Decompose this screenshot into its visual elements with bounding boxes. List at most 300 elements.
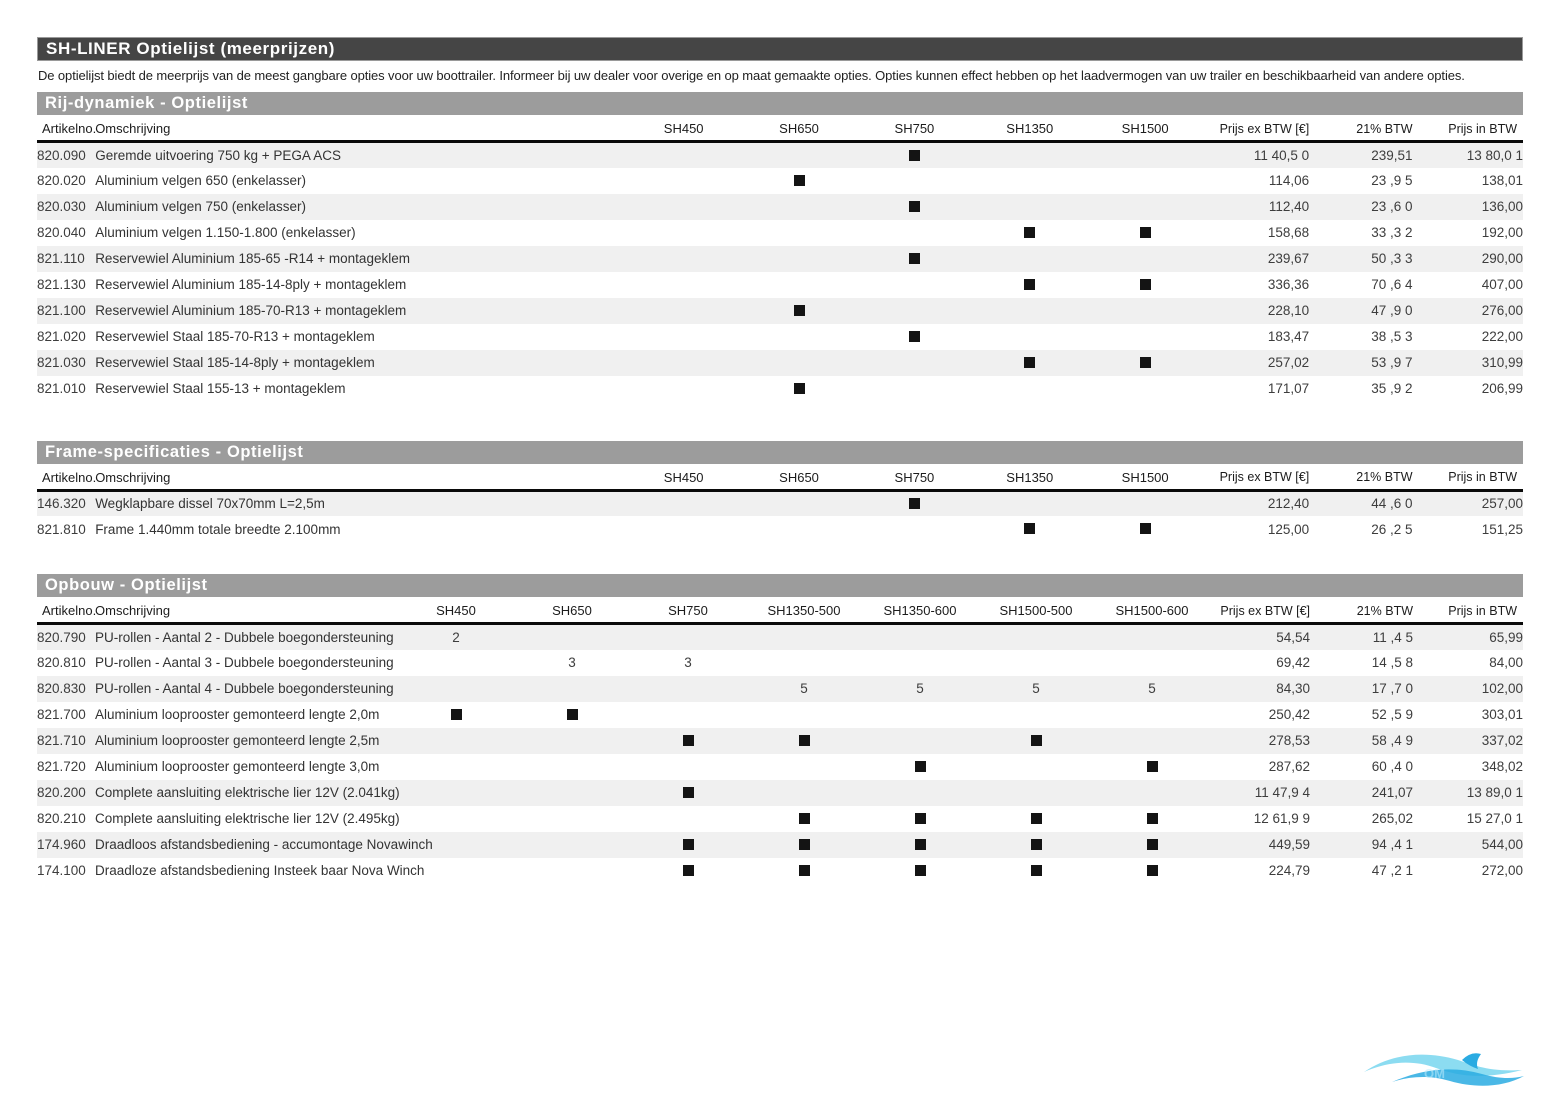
price-in-cell: 310,99 (1481, 355, 1523, 370)
model-cell (741, 376, 856, 402)
model-cell (978, 650, 1094, 676)
price-ex-cell: 449,59 (1268, 837, 1310, 852)
column-header-model-sh650: SH650 (741, 464, 856, 491)
model-cell (857, 324, 972, 350)
omschrijving-cell: Aluminium velgen 1.150-1.800 (enkelasser) (95, 225, 356, 240)
model-cell (746, 624, 862, 650)
model-cell (741, 298, 856, 324)
model-cell (1094, 754, 1210, 780)
model-cell (1094, 728, 1210, 754)
section-opbouw (37, 574, 1523, 884)
table-row (37, 832, 1523, 858)
table-row (37, 168, 1523, 194)
price-in-cell: 348,02 (1481, 759, 1523, 774)
model-cell (857, 246, 972, 272)
column-header-model-sh1350: SH1350 (972, 115, 1087, 142)
model-cell (626, 168, 741, 194)
model-cell (741, 194, 856, 220)
column-header-model-sh450: SH450 (626, 464, 741, 491)
check-mark-icon (1024, 523, 1035, 534)
vat-cell: 35 ,9 2 (1371, 381, 1413, 396)
vat-cell: 23 ,9 5 (1371, 173, 1413, 188)
model-cell (972, 298, 1087, 324)
artikelno-cell: 820.210 (37, 811, 86, 826)
model-cell (1087, 376, 1202, 402)
omschrijving-cell: Aluminium velgen 750 (enkelasser) (95, 199, 307, 214)
model-cell (1094, 650, 1210, 676)
check-mark-icon (1147, 813, 1158, 824)
check-mark-icon (915, 761, 926, 772)
column-header-price-ex: Prijs ex BTW [€] (1203, 115, 1309, 142)
check-mark-icon (794, 175, 805, 186)
column-header-model-sh1500: SH1500 (1087, 464, 1202, 491)
check-mark-icon (1140, 279, 1151, 290)
price-in-cell: 151,25 (1481, 521, 1523, 537)
model-cell (1087, 490, 1202, 516)
column-header-model-sh650: SH650 (741, 115, 856, 142)
price-ex-cell: 278,53 (1268, 733, 1310, 748)
vat-cell: 33 ,3 2 (1371, 225, 1413, 240)
column-header-vat: 21% BTW (1309, 115, 1412, 142)
model-cell (972, 516, 1087, 542)
vat-cell: 50 ,3 3 (1371, 251, 1413, 266)
model-cell (746, 702, 862, 728)
column-header-model-sh650: SH650 (514, 597, 630, 624)
omschrijving-cell: Complete aansluiting elektrische lier 12V (2.041kg) (95, 785, 400, 800)
vat-cell: 38 ,5 3 (1371, 329, 1413, 344)
artikelno-cell: 820.090 (37, 147, 86, 163)
omschrijving-cell: PU-rollen - Aantal 3 - Dubbele boegondersteuning (95, 655, 394, 670)
check-mark-icon (1031, 865, 1042, 876)
omschrijving-cell: PU-rollen - Aantal 2 - Dubbele boegondersteuning (95, 629, 394, 645)
price-in-cell: 272,00 (1481, 863, 1523, 878)
check-mark-icon (1031, 813, 1042, 824)
price-in-cell: 15 27,0 1 (1466, 811, 1523, 826)
check-mark-icon (683, 839, 694, 850)
model-cell (514, 806, 630, 832)
model-cell (972, 194, 1087, 220)
table-row (37, 376, 1523, 402)
table-row (37, 806, 1523, 832)
table-row (37, 298, 1523, 324)
model-cell (857, 376, 972, 402)
table-row (37, 728, 1523, 754)
column-header-model-sh450: SH450 (626, 115, 741, 142)
column-header-row (37, 464, 1523, 491)
model-cell (630, 702, 746, 728)
model-cell (857, 194, 972, 220)
model-cell (514, 754, 630, 780)
page-description: De optielijst biedt de meerprijs van de meest gangbare opties voor uw boottrailer. Informeer bij uw dealer voor overige en op maat gemaakte opties. Opties kunnen effect hebben op het laadvermogen van uw trailer en beschikbaarheid van andere opties. (38, 68, 1465, 83)
price-in-cell: 222,00 (1481, 329, 1523, 344)
model-cell (972, 376, 1087, 402)
model-cell (746, 754, 862, 780)
price-in-cell: 290,00 (1481, 251, 1523, 266)
vat-cell: 11 ,4 5 (1372, 629, 1413, 645)
artikelno-cell: 820.830 (37, 681, 86, 696)
model-cell (857, 220, 972, 246)
model-cell (514, 702, 630, 728)
model-cell (1087, 516, 1202, 542)
model-cell (626, 490, 741, 516)
model-cell (398, 676, 514, 702)
wave-swoosh-logo (1362, 1046, 1526, 1094)
price-in-cell: 276,00 (1481, 303, 1523, 318)
price-ex-cell: 239,67 (1267, 251, 1310, 266)
model-cell (857, 350, 972, 376)
price-ex-cell: 112,40 (1268, 199, 1310, 214)
model-cell (626, 194, 741, 220)
options-table (37, 597, 1523, 884)
price-ex-cell: 11 40,5 0 (1253, 147, 1310, 163)
section-title: Rij-dynamiek - Optielijst (37, 92, 1523, 115)
model-cell (972, 246, 1087, 272)
check-mark-icon (1140, 227, 1151, 238)
model-cell (972, 350, 1087, 376)
check-mark-icon (909, 201, 920, 212)
check-mark-icon (915, 813, 926, 824)
table-row (37, 624, 1523, 650)
check-mark-icon (1031, 839, 1042, 850)
model-cell (978, 780, 1094, 806)
model-cell (978, 728, 1094, 754)
model-cell (1094, 702, 1210, 728)
model-cell (862, 780, 978, 806)
column-header-artikelno: Artikelno. (37, 464, 95, 491)
model-cell (1087, 220, 1202, 246)
page-title: SH-LINER Optielijst (meerprijzen) (46, 39, 336, 58)
table-row (37, 324, 1523, 350)
model-cell (398, 806, 514, 832)
omschrijving-cell: Aluminium velgen 650 (enkelasser) (95, 173, 307, 188)
vat-cell: 44 ,6 0 (1371, 496, 1413, 512)
column-header-model-sh1350-500: SH1350-500 (746, 597, 862, 624)
model-cell (398, 780, 514, 806)
column-header-model-sh1500-600: SH1500-600 (1094, 597, 1210, 624)
model-cell (741, 220, 856, 246)
check-mark-icon (1031, 735, 1042, 746)
price-in-cell: 102,00 (1481, 681, 1523, 696)
vat-cell: 23 ,6 0 (1371, 199, 1413, 214)
price-in-cell: 206,99 (1481, 381, 1523, 396)
artikelno-cell: 174.960 (37, 837, 86, 852)
vat-cell: 14 ,5 8 (1371, 655, 1413, 670)
table-row (37, 858, 1523, 884)
column-header-price-in: Prijs in BTW (1413, 115, 1523, 142)
check-mark-icon (1147, 865, 1158, 876)
column-header-model-sh750: SH750 (857, 464, 972, 491)
price-in-cell: 544,00 (1481, 837, 1523, 852)
check-mark-icon (683, 865, 694, 876)
model-cell (1087, 142, 1202, 168)
model-cell (1087, 350, 1202, 376)
section-title: Opbouw - Optielijst (37, 574, 1523, 597)
model-cell (978, 754, 1094, 780)
column-header-model-sh1350-600: SH1350-600 (862, 597, 978, 624)
vat-cell: 94 ,4 1 (1371, 837, 1413, 852)
model-cell (857, 272, 972, 298)
price-ex-cell: 224,79 (1268, 863, 1310, 878)
model-cell (630, 624, 746, 650)
model-cell (514, 624, 630, 650)
model-cell (972, 168, 1087, 194)
model-cell (626, 246, 741, 272)
model-cell (978, 806, 1094, 832)
table-row (37, 246, 1523, 272)
model-cell (741, 350, 856, 376)
artikelno-cell: 821.010 (37, 381, 86, 396)
model-cell (978, 832, 1094, 858)
price-ex-cell: 183,47 (1267, 329, 1310, 344)
model-cell (630, 806, 746, 832)
check-mark-icon (451, 709, 462, 720)
model-cell (862, 650, 978, 676)
price-in-cell: 136,00 (1481, 199, 1523, 214)
model-cell (978, 858, 1094, 884)
model-cell (626, 350, 741, 376)
model-cell (626, 142, 741, 168)
table-row (37, 702, 1523, 728)
check-mark-icon (1140, 523, 1151, 534)
table-row (37, 676, 1523, 702)
artikelno-cell: 146.320 (37, 496, 86, 512)
model-cell (862, 832, 978, 858)
check-mark-icon (1024, 279, 1035, 290)
model-cell: 3 (568, 655, 576, 670)
model-cell (514, 780, 630, 806)
check-mark-icon (909, 253, 920, 264)
model-cell (1087, 194, 1202, 220)
column-header-model-sh1500-500: SH1500-500 (978, 597, 1094, 624)
table-row (37, 490, 1523, 516)
model-cell (862, 754, 978, 780)
column-header-price-ex: Prijs ex BTW [€] (1203, 464, 1309, 491)
model-cell (1087, 324, 1202, 350)
model-cell (514, 676, 630, 702)
model-cell: 2 (452, 629, 460, 645)
check-mark-icon (794, 305, 805, 316)
model-cell (862, 624, 978, 650)
column-header-omschrijving: Omschrijving (95, 597, 398, 624)
vat-cell: 70 ,6 4 (1371, 277, 1413, 292)
price-ex-cell: 69,42 (1276, 655, 1310, 670)
check-mark-icon (909, 150, 920, 161)
check-mark-icon (915, 839, 926, 850)
omschrijving-cell: Reservewiel Staal 185-14-8ply + montageklem (95, 355, 375, 370)
check-mark-icon (799, 735, 810, 746)
table-row (37, 194, 1523, 220)
model-cell (514, 728, 630, 754)
section-spacer (37, 402, 1523, 441)
check-mark-icon (567, 709, 578, 720)
check-mark-icon (799, 839, 810, 850)
page-title-bar (37, 37, 1523, 61)
artikelno-cell: 820.030 (37, 199, 86, 214)
model-cell (746, 650, 862, 676)
check-mark-icon (799, 813, 810, 824)
column-header-vat: 21% BTW (1310, 597, 1413, 624)
model-cell (741, 142, 856, 168)
section-frame-specificaties (37, 441, 1523, 543)
model-cell (972, 324, 1087, 350)
column-header-price-in: Prijs in BTW (1413, 597, 1523, 624)
price-in-cell: 303,01 (1481, 707, 1523, 722)
model-cell (857, 516, 972, 542)
omschrijving-cell: PU-rollen - Aantal 4 - Dubbele boegondersteuning (95, 681, 394, 696)
sections (37, 92, 1523, 884)
price-ex-cell: 228,10 (1267, 303, 1310, 318)
check-mark-icon (1140, 357, 1151, 368)
vat-cell: 58 ,4 9 (1371, 733, 1413, 748)
omschrijving-cell: Frame 1.440mm totale breedte 2.100mm (95, 521, 341, 537)
table-row (37, 516, 1523, 542)
price-in-cell: 138,01 (1481, 173, 1523, 188)
model-cell: 5 (800, 681, 808, 696)
column-header-model-sh1500: SH1500 (1087, 115, 1202, 142)
model-cell (857, 490, 972, 516)
omschrijving-cell: Aluminium looprooster gemonteerd lengte 2,5m (95, 733, 380, 748)
model-cell (972, 220, 1087, 246)
model-cell (630, 780, 746, 806)
column-header-artikelno: Artikelno. (37, 115, 95, 142)
price-ex-cell: 12 61,9 9 (1253, 811, 1310, 826)
price-ex-cell: 250,42 (1268, 707, 1310, 722)
price-in-cell: 407,00 (1481, 277, 1523, 292)
omschrijving-cell: Complete aansluiting elektrische lier 12V (2.495kg) (95, 811, 400, 826)
model-cell (741, 168, 856, 194)
column-header-omschrijving: Omschrijving (95, 115, 626, 142)
model-cell (630, 858, 746, 884)
column-header-vat: 21% BTW (1309, 464, 1412, 491)
price-ex-cell: 54,54 (1276, 629, 1310, 645)
model-cell (398, 728, 514, 754)
model-cell (398, 754, 514, 780)
check-mark-icon (1024, 227, 1035, 238)
model-cell (1094, 624, 1210, 650)
model-cell (746, 806, 862, 832)
check-mark-icon (1147, 839, 1158, 850)
column-header-price-in: Prijs in BTW (1413, 464, 1523, 491)
price-ex-cell: 336,36 (1267, 277, 1310, 292)
omschrijving-cell: Wegklapbare dissel 70x70mm L=2,5m (95, 496, 325, 512)
vat-cell: 239,51 (1371, 147, 1413, 163)
omschrijving-cell: Reservewiel Aluminium 185-14-8ply + montageklem (95, 277, 407, 292)
price-in-cell: 65,99 (1489, 629, 1523, 645)
price-ex-cell: 212,40 (1267, 496, 1310, 512)
table-row (37, 220, 1523, 246)
column-header-artikelno: Artikelno. (37, 597, 95, 624)
column-header-omschrijving: Omschrijving (95, 464, 626, 491)
model-cell (626, 376, 741, 402)
vat-cell: 265,02 (1371, 811, 1413, 826)
section-rij-dynamiek (37, 92, 1523, 402)
model-cell (746, 728, 862, 754)
model-cell (741, 516, 856, 542)
price-ex-cell: 125,00 (1267, 521, 1310, 537)
table-row (37, 780, 1523, 806)
model-cell: 5 (1032, 681, 1040, 696)
price-in-cell: 84,00 (1489, 655, 1523, 670)
check-mark-icon (909, 331, 920, 342)
model-cell (1087, 246, 1202, 272)
model-cell (978, 702, 1094, 728)
column-header-row (37, 115, 1523, 142)
artikelno-cell: 821.110 (37, 251, 85, 266)
model-cell (1094, 832, 1210, 858)
price-ex-cell: 158,68 (1267, 225, 1310, 240)
model-cell (514, 858, 630, 884)
model-cell (741, 272, 856, 298)
model-cell (862, 702, 978, 728)
model-cell (746, 780, 862, 806)
check-mark-icon (683, 735, 694, 746)
omschrijving-cell: Reservewiel Aluminium 185-65 -R14 + montageklem (95, 251, 410, 266)
vat-cell: 47 ,2 1 (1371, 863, 1413, 878)
artikelno-cell: 820.040 (37, 225, 86, 240)
price-ex-cell: 257,02 (1267, 355, 1310, 370)
model-cell (972, 490, 1087, 516)
check-mark-icon (799, 865, 810, 876)
document-page (37, 37, 1523, 884)
model-cell (626, 272, 741, 298)
check-mark-icon (794, 383, 805, 394)
price-in-cell: 13 89,0 1 (1466, 785, 1523, 800)
model-cell: 5 (916, 681, 924, 696)
model-cell (972, 272, 1087, 298)
model-cell (1087, 298, 1202, 324)
vat-cell: 26 ,2 5 (1371, 521, 1413, 537)
column-header-model-sh450: SH450 (398, 597, 514, 624)
omschrijving-cell: Reservewiel Staal 155-13 + montageklem (95, 381, 346, 396)
model-cell (630, 676, 746, 702)
column-header-row (37, 597, 1523, 624)
omschrijving-cell: Reservewiel Aluminium 185-70-R13 + montageklem (95, 303, 407, 318)
vat-cell: 52 ,5 9 (1371, 707, 1413, 722)
model-cell (626, 516, 741, 542)
omschrijving-cell: Draadloze afstandsbediening Insteek baar Nova Winch (95, 863, 425, 878)
omschrijving-cell: Geremde uitvoering 750 kg + PEGA ACS (95, 147, 341, 163)
artikelno-cell: 821.030 (37, 355, 86, 370)
column-header-model-sh750: SH750 (630, 597, 746, 624)
model-cell (862, 806, 978, 832)
model-cell (630, 832, 746, 858)
check-mark-icon (683, 787, 694, 798)
model-cell (857, 298, 972, 324)
artikelno-cell: 821.810 (37, 521, 86, 537)
omschrijving-cell: Aluminium looprooster gemonteerd lengte 3,0m (95, 759, 380, 774)
model-cell (862, 858, 978, 884)
column-header-price-ex: Prijs ex BTW [€] (1210, 597, 1310, 624)
model-cell (741, 246, 856, 272)
model-cell (862, 728, 978, 754)
price-in-cell: 192,00 (1481, 225, 1523, 240)
vat-cell: 47 ,9 0 (1371, 303, 1413, 318)
model-cell (746, 832, 862, 858)
options-table (37, 115, 1523, 402)
artikelno-cell: 821.700 (37, 707, 86, 722)
model-cell: 5 (1148, 681, 1156, 696)
model-cell (972, 142, 1087, 168)
table-row (37, 754, 1523, 780)
vat-cell: 53 ,9 7 (1371, 355, 1413, 370)
check-mark-icon (909, 498, 920, 509)
artikelno-cell: 820.020 (37, 173, 86, 188)
table-row (37, 272, 1523, 298)
vat-cell: 241,07 (1371, 785, 1413, 800)
model-cell (1087, 168, 1202, 194)
model-cell (857, 142, 972, 168)
artikelno-cell: 821.020 (37, 329, 86, 344)
